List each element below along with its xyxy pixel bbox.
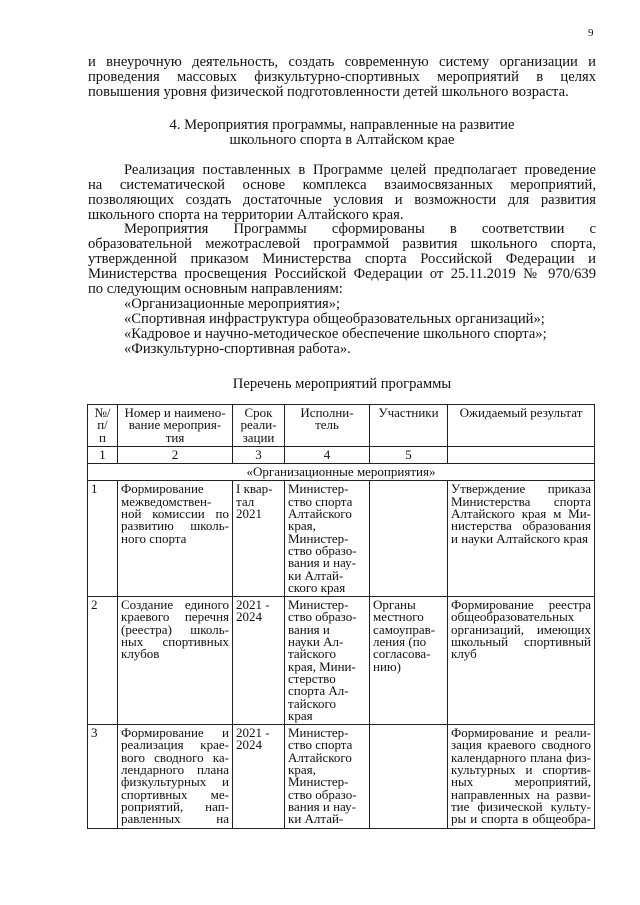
text-line: утвержденной приказом Министерства спорта Российской Федерации и: [88, 252, 596, 267]
measure-name: Создание единого краевого перечня (реестра) школь- ных спортивных клубов: [118, 597, 233, 725]
measure-result: Утверждение приказа Министерства спорта Алтайского края м Ми- нистерства образования и науки Алтайского края: [448, 481, 595, 597]
text-line: и внеурочную деятельность, создать современную систему организации и: [88, 55, 596, 70]
body-paragraph-1: [88, 163, 596, 223]
measure-executor: Министер- ство спорта Алтайского края, Министер- ство образо- вания и нау- ки Алтай-: [285, 725, 370, 828]
row-number: 1: [88, 481, 118, 597]
direction-item: «Спортивная инфраструктура общеобразовательных организаций»;: [124, 311, 545, 327]
text-line: образовательной межотраслевой программой развития школьного спорта,: [88, 237, 596, 252]
text-line: школьного спорта на территории Алтайского края.: [88, 207, 404, 223]
table-section-row: [88, 464, 595, 481]
measure-executor: Министер- ство образо- вания и науки Ал- тайского края, Мини- стерство спорта Ал- тайского края: [285, 597, 370, 725]
measure-executor: Министер- ство спорта Алтайского края, Министер- ство образо- вания и нау- ки Алтай- ского края: [285, 481, 370, 597]
direction-item: «Физкультурно-спортивная работа».: [124, 341, 351, 357]
measure-result: Формирование и реали- зация краевого сводного календарного плана физ- культурных и спортив- ных мероприятий, направленных на разви- тие физической культу- ры и спорта в общеобра-: [448, 725, 595, 828]
column-number: 4: [285, 446, 370, 463]
text-line: Реализация поставленных в Программе целей предполагает проведение: [124, 163, 596, 178]
row-number: 2: [88, 597, 118, 725]
text-line: Министерства просвещения Российской Федерации от 25.11.2019 № 970/639: [88, 267, 596, 282]
measure-name: Формирование межведомствен- ной комиссии по развитию школь- ного спорта: [118, 481, 233, 597]
column-number: 1: [88, 446, 118, 463]
text-line: проведения массовых физкультурно-спортивных мероприятий в целях: [88, 70, 596, 85]
header-result: Ожидаемый результат: [448, 405, 595, 447]
text-line: по следующим основным направлениям:: [88, 281, 343, 297]
measure-participants: [370, 725, 448, 828]
column-number: 5: [370, 446, 448, 463]
column-number: [448, 446, 595, 463]
table-caption: Перечень мероприятий программы: [232, 376, 452, 392]
heading-line: школьного спорта в Алтайском крае: [229, 132, 455, 148]
measure-term: 2021 - 2024: [233, 725, 285, 828]
text-line: Мероприятия Программы сформированы в соответствии с: [124, 222, 596, 237]
table-row: [88, 597, 595, 725]
header-name: Номер и наимено- вание мероприя- тия: [118, 405, 233, 447]
measure-participants: Органы местного самоуправ- ления (по согласова- нию): [370, 597, 448, 725]
heading-line: 4. Мероприятия программы, направленные на развитие: [169, 117, 515, 133]
measure-result: Формирование реестра общеобразовательных организаций, имеющих школьный спортивный клуб: [448, 597, 595, 725]
text-line: позволяющих создать достаточные условия и возможности для развития: [88, 193, 596, 208]
column-number: 2: [118, 446, 233, 463]
body-paragraph-2: [88, 222, 596, 297]
header-num: №/ п/ п: [88, 405, 118, 447]
header-term: Срок реали- зации: [233, 405, 285, 447]
intro-paragraph: [88, 55, 596, 100]
row-number: 3: [88, 725, 118, 828]
header-executor: Исполни- тель: [285, 405, 370, 447]
text-line: повышения уровня физической подготовленности детей школьного возраста.: [88, 84, 569, 100]
measure-term: 2021 - 2024: [233, 597, 285, 725]
measure-name: Формирование и реализация крае- вого сводного ка- лендарного плана физкультурных и спортивных ме- роприятий, нап- равленных на: [118, 725, 233, 828]
header-participants: Участники: [370, 405, 448, 447]
direction-item: «Организационные мероприятия»;: [124, 296, 341, 312]
table-header-row: [88, 405, 595, 447]
direction-item: «Кадровое и научно-методическое обеспечение школьного спорта»;: [124, 326, 547, 342]
column-number: 3: [233, 446, 285, 463]
page-number: 9: [588, 27, 594, 39]
section-title: «Организационные мероприятия»: [88, 464, 595, 481]
program-measures-table: [87, 404, 595, 829]
measure-term: I квар- тал 2021: [233, 481, 285, 597]
measure-participants: [370, 481, 448, 597]
text-line: на систематической основе комплекса взаимосвязанных мероприятий,: [88, 178, 596, 193]
section-heading: [88, 118, 596, 148]
table-row: [88, 481, 595, 597]
directions-list: [124, 297, 594, 357]
table-number-row: [88, 446, 595, 463]
table-row: [88, 725, 595, 828]
